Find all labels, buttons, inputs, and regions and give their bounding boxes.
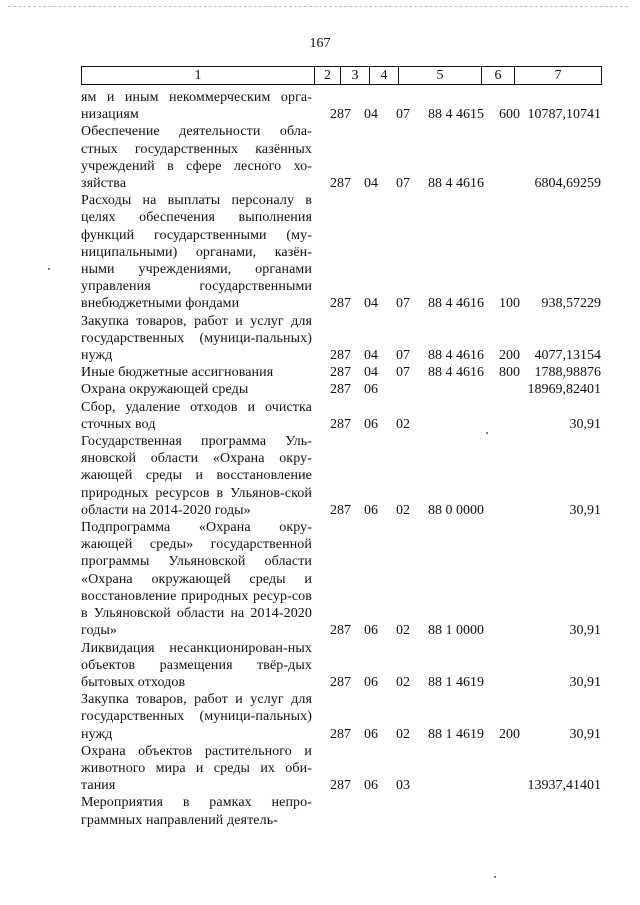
row-col-7: 4077,13154 — [534, 348, 601, 364]
row-col-4: 07 — [396, 296, 410, 312]
row-col-7: 30,91 — [569, 726, 601, 742]
row-col-3: 04 — [364, 176, 378, 192]
row-col-5: 88 4 4615 — [428, 107, 484, 123]
row-name: Закупка товаров, работ и услуг для государственных (муници-пальных) нужд — [81, 313, 312, 364]
row-col-2: 287 — [330, 296, 351, 312]
row-col-2: 287 — [330, 726, 351, 742]
row-col-2: 287 — [330, 176, 351, 192]
row-name: Закупка товаров, работ и услуг для государственных (муници-пальных) нужд — [81, 692, 312, 742]
row-col-6: 800 — [499, 365, 520, 381]
row-name: Охрана объектов растительного и животного мира и среды их оби-тания — [81, 743, 312, 794]
row-col-7: 10787,10741 — [527, 107, 601, 123]
row-col-2: 287 — [330, 623, 351, 639]
table-row — [81, 794, 602, 828]
row-col-4: 02 — [396, 726, 410, 742]
budget-table-body — [81, 89, 602, 829]
row-col-4: 02 — [396, 674, 410, 690]
row-col-5: 88 0 0000 — [428, 502, 484, 518]
page-number: 167 — [309, 36, 331, 51]
row-col-7: 30,91 — [569, 623, 601, 639]
row-col-4: 07 — [396, 365, 410, 381]
row-col-5: 88 1 4619 — [428, 674, 484, 690]
row-col-2: 287 — [330, 348, 351, 364]
table-row — [81, 691, 602, 743]
row-col-2: 287 — [330, 416, 351, 432]
row-col-3: 04 — [364, 365, 378, 381]
row-col-6: 200 — [499, 348, 520, 364]
row-col-6: 200 — [499, 726, 520, 742]
row-col-3: 06 — [364, 502, 378, 518]
row-col-3: 04 — [364, 296, 378, 312]
row-name: Сбор, удаление отходов и очистка сточных вод — [81, 399, 312, 432]
row-col-2: 287 — [330, 365, 351, 381]
row-col-3: 04 — [364, 107, 378, 123]
scan-speck — [486, 432, 488, 434]
table-row — [81, 433, 602, 519]
row-col-6: 600 — [499, 107, 520, 123]
row-col-7: 1788,98876 — [534, 365, 601, 381]
scan-speck — [48, 268, 50, 270]
table-row — [81, 640, 602, 692]
row-col-7: 13937,41401 — [527, 778, 601, 794]
row-col-6: 100 — [499, 296, 520, 312]
row-col-7: 6804,69259 — [534, 176, 601, 192]
row-col-4: 07 — [396, 348, 410, 364]
header-col-6: 6 — [481, 67, 514, 84]
row-col-4: 02 — [396, 416, 410, 432]
table-header — [81, 66, 602, 85]
header-col-3: 3 — [340, 67, 369, 84]
row-col-3: 06 — [364, 778, 378, 794]
table-row — [81, 123, 602, 192]
row-col-4: 07 — [396, 107, 410, 123]
table-row — [81, 519, 602, 639]
row-col-3: 06 — [364, 382, 378, 398]
row-name: Ликвидация несанкционирован-ных объектов размещения твёр-дых бытовых отходов — [81, 640, 312, 690]
row-col-2: 287 — [330, 382, 351, 398]
row-col-4: 02 — [396, 623, 410, 639]
header-col-5: 5 — [398, 67, 481, 84]
row-name: Расходы на выплаты персоналу в целях обеспечения выполнения функций государственными (му-ниципальными) органами, казён-ными учреждениями, органами управления государственными внебюджетными фондами — [81, 193, 312, 312]
table-row — [81, 192, 602, 312]
header-col-2: 2 — [314, 67, 340, 84]
row-col-5: 88 4 4616 — [428, 176, 484, 192]
header-col-7: 7 — [514, 67, 601, 84]
row-name: Иные бюджетные ассигнования — [81, 365, 274, 381]
row-col-7: 18969,82401 — [527, 382, 601, 398]
row-name: Подпрограмма «Охрана окру-жающей среды» государственной программы Ульяновской области «Охрана окружающей среды и восстановление природных ресур-сов в Ульяновской области на 2014-2020 годы» — [81, 520, 312, 639]
row-col-7: 30,91 — [569, 502, 601, 518]
row-col-4: 02 — [396, 502, 410, 518]
row-col-3: 06 — [364, 726, 378, 742]
header-col-4: 4 — [369, 67, 398, 84]
row-col-5: 88 1 4619 — [428, 726, 484, 742]
header-col-1: 1 — [194, 68, 202, 83]
row-name: Государственная программа Уль-яновской области «Охрана окру-жающей среды и восстановление природных ресурсов в Ульянов-ской области на 2014-2020 годы» — [81, 434, 312, 518]
row-col-5: 88 4 4616 — [428, 365, 484, 381]
table-row — [81, 364, 602, 381]
row-col-3: 06 — [364, 623, 378, 639]
row-name: ям и иным некоммерческим орга-низациям — [81, 90, 312, 123]
row-col-7: 30,91 — [569, 416, 601, 432]
row-col-3: 04 — [364, 348, 378, 364]
row-col-3: 06 — [364, 416, 378, 432]
row-col-5: 88 4 4616 — [428, 348, 484, 364]
row-col-7: 30,91 — [569, 674, 601, 690]
row-col-2: 287 — [330, 107, 351, 123]
row-col-2: 287 — [330, 502, 351, 518]
row-col-4: 07 — [396, 176, 410, 192]
row-col-5: 88 4 4616 — [428, 296, 484, 312]
scan-speck — [494, 876, 496, 878]
row-col-7: 938,57229 — [541, 296, 601, 312]
row-name: Охрана окружающей среды — [81, 382, 249, 398]
row-name: Обеспечение деятельности обла-стных государственных казённых учреждений в сфере лесного хо-зяйства — [81, 124, 312, 192]
row-col-5: 88 1 0000 — [428, 623, 484, 639]
table-row — [81, 381, 602, 398]
row-name: Мероприятия в рамках непро-граммных направлений деятель- — [81, 795, 312, 828]
row-col-4: 03 — [396, 778, 410, 794]
table-row — [81, 89, 602, 123]
table-row — [81, 399, 602, 433]
row-col-2: 287 — [330, 674, 351, 690]
table-row — [81, 743, 602, 795]
scan-top-edge — [8, 6, 628, 7]
table-row — [81, 313, 602, 365]
row-col-2: 287 — [330, 778, 351, 794]
row-col-3: 06 — [364, 674, 378, 690]
